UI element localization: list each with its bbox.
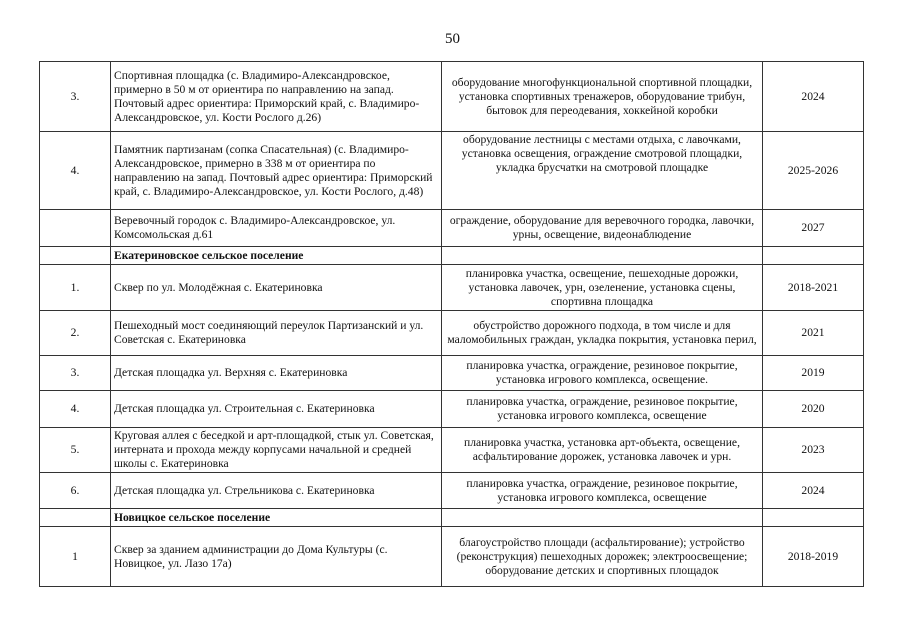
works-list: планировка участка, установка арт-объекта, освещение, асфальтирование дорожек, установка лавочек и урн. xyxy=(442,428,763,473)
object-name: Круговая аллея с беседкой и арт-площадкой, стык ул. Советская, интерната и прохода между корпусами начальной и средней школы с. Екатериновка xyxy=(111,428,442,473)
row-number xyxy=(40,210,111,247)
table-row xyxy=(40,132,864,210)
year-cell: 2021 xyxy=(763,311,864,356)
section-title: Новицкое сельское поселение xyxy=(111,509,442,527)
works-list: планировка участка, ограждение, резиновое покрытие, установка игрового комплекса, освещение xyxy=(442,391,763,428)
works-list: обустройство дорожного подхода, в том числе и для маломобильных граждан, укладка покрытия, установка перил, xyxy=(442,311,763,356)
section-title: Екатериновское сельское поселение xyxy=(111,247,442,265)
object-name: Детская площадка ул. Строительная с. Екатериновка xyxy=(111,391,442,428)
works-list: ограждение, оборудование для веревочного городка, лавочки, урны, освещение, видеонаблюдение xyxy=(442,210,763,247)
table-row xyxy=(40,62,864,132)
row-number: 3. xyxy=(40,62,111,132)
year-cell: 2019 xyxy=(763,356,864,391)
table-row xyxy=(40,428,864,473)
object-name: Памятник партизанам (сопка Спасательная) (с. Владимиро-Александровское, примерно в 338 м от ориентира по направлению на запад. Почтовый адрес ориентира: Приморский край, с. Владимиро-Александровское, ул. Кости Рослого, д.48) xyxy=(111,132,442,210)
row-number: 4. xyxy=(40,132,111,210)
object-name: Сквер за зданием администрации до Дома Культуры (с. Новицкое, ул. Лазо 17а) xyxy=(111,527,442,587)
object-name: Пешеходный мост соединяющий переулок Партизанский и ул. Советская с. Екатериновка xyxy=(111,311,442,356)
works-list: планировка участка, ограждение, резиновое покрытие, установка игрового комплекса, освещение. xyxy=(442,356,763,391)
object-name: Сквер по ул. Молодёжная с. Екатериновка xyxy=(111,265,442,311)
year-cell: 2018-2021 xyxy=(763,265,864,311)
year-cell: 2023 xyxy=(763,428,864,473)
section-row xyxy=(40,247,864,265)
works-list: благоустройство площади (асфальтирование); устройство (реконструкция) пешеходных дорожек; электроосвещение; оборудование детских и спортивных площадок xyxy=(442,527,763,587)
section-row xyxy=(40,509,864,527)
works-list: оборудование лестницы с местами отдыха, с лавочками, установка освещения, ограждение смотровой площадки, укладка брусчатки на смотровой площадке xyxy=(442,132,763,210)
row-number: 3. xyxy=(40,356,111,391)
object-name: Детская площадка ул. Верхняя с. Екатериновка xyxy=(111,356,442,391)
year-cell: 2020 xyxy=(763,391,864,428)
table-row xyxy=(40,210,864,247)
works-list: планировка участка, ограждение, резиновое покрытие, установка игрового комплекса, освещение xyxy=(442,473,763,509)
row-number: 6. xyxy=(40,473,111,509)
year-cell: 2025-2026 xyxy=(763,132,864,210)
row-number: 1. xyxy=(40,265,111,311)
row-number: 1 xyxy=(40,527,111,587)
row-number: 4. xyxy=(40,391,111,428)
works-list: планировка участка, освещение, пешеходные дорожки, установка лавочек, урн, озеленение, установка сцены, спортивна площадка xyxy=(442,265,763,311)
row-number: 5. xyxy=(40,428,111,473)
table-row xyxy=(40,473,864,509)
object-name: Спортивная площадка (с. Владимиро-Александровское, примерно в 50 м от ориентира по направлению на запад. Почтовый адрес ориентира: Приморский край, с. Владимиро-Александровское, ул. Кости Рослого д.26) xyxy=(111,62,442,132)
year-cell: 2027 xyxy=(763,210,864,247)
row-number: 2. xyxy=(40,311,111,356)
table-row xyxy=(40,311,864,356)
page-number: 50 xyxy=(445,31,460,47)
improvement-table xyxy=(39,61,864,587)
year-cell: 2024 xyxy=(763,62,864,132)
table-row xyxy=(40,356,864,391)
table-row xyxy=(40,527,864,587)
year-cell: 2024 xyxy=(763,473,864,509)
year-cell: 2018-2019 xyxy=(763,527,864,587)
object-name: Веревочный городок с. Владимиро-Александровское, ул. Комсомольская д.61 xyxy=(111,210,442,247)
table-row xyxy=(40,391,864,428)
object-name: Детская площадка ул. Стрельникова с. Екатериновка xyxy=(111,473,442,509)
table-row xyxy=(40,265,864,311)
works-list: оборудование многофункциональной спортивной площадки, установка спортивных тренажеров, оборудование трибун, бытовок для переодевания, хоккейной коробки xyxy=(442,62,763,132)
